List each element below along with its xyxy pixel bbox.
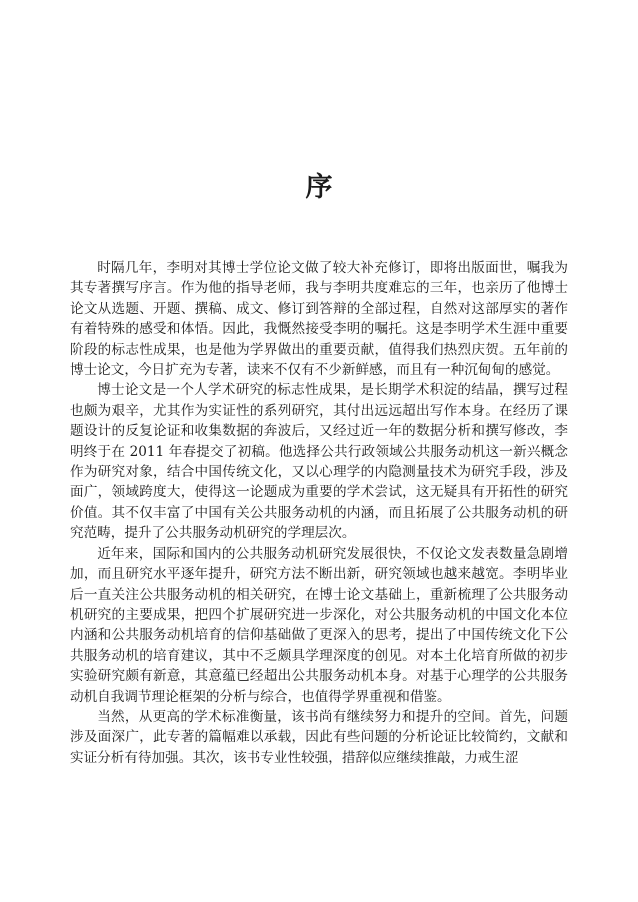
preface-title: 序	[305, 172, 333, 203]
paragraph-4: 当然，从更高的学术标准衡量，该书尚有继续努力和提升的空间。首先，问题涉及面深广，此专著的篇幅难以承载，因此有些问题的分析论证比较简约，文献和实证分析有待加强。其次，该书专业性较强，措辞似应继续推敲，力戒生涩	[70, 708, 568, 766]
preface-body	[70, 258, 568, 768]
paragraph-1: 时隔几年，李明对其博士学位论文做了较大补充修订，即将出版面世，嘱我为其专著撰写序言。作为他的指导老师，我与李明共度难忘的三年，也亲历了他博士论文从选题、开题、撰稿、成文、修订到答辩的全部过程，自然对这部厚实的著作有着特殊的感受和体悟。因此，我慨然接受李明的嘱托。这是李明学术生涯中重要阶段的标志性成果，也是他为学界做出的重要贡献，值得我们热烈庆贺。五年前的博士论文，今日扩充为专著，读来不仅有不少新鲜感，而且有一种沉甸甸的感觉。	[70, 260, 568, 379]
paragraph-2: 博士论文是一个人学术研究的标志性成果，是长期学术积淀的结晶，撰写过程也颇为艰辛，尤其作为实证性的系列研究，其付出远远超出写作本身。在经历了课题设计的反复论证和收集数据的奔波后，又经过近一年的数据分析和撰写修改，李明终于在 2011 年春提交了初稿。他选择公共行政领域公共服务动机这一新兴概念作为研究对象，结合中国传统文化，又以心理学的内隐测量技术为研究手段，涉及面广，领域跨度大，使得这一论题成为重要的学术尝试，这无疑具有开拓性的研究价值。其不仅丰富了中国有关公共服务动机的内涵，而且拓展了公共服务动机的研究范畴，提升了公共服务动机研究的学理层次。	[70, 382, 568, 542]
paragraph-3: 近年来，国际和国内的公共服务动机研究发展很快，不仅论文发表数量急剧增加，而且研究水平逐年提升，研究方法不断出新，研究领域也越来越宽。李明毕业后一直关注公共服务动机的相关研究，在博士论文基础上，重新梳理了公共服务动机研究的主要成果，把四个扩展研究进一步深化，对公共服务动机的中国文化本位内涵和公共服务动机培育的信仰基础做了更深入的思考，提出了中国传统文化下公共服务动机的培育建议，其中不乏颇具学理深度的创见。对本土化培育所做的初步实验研究颇有新意，其意蕴已经超出公共服务动机本身。对基于心理学的公共服务动机自我调节理论框架的分析与综合，也值得学界重视和借鉴。	[70, 545, 568, 705]
